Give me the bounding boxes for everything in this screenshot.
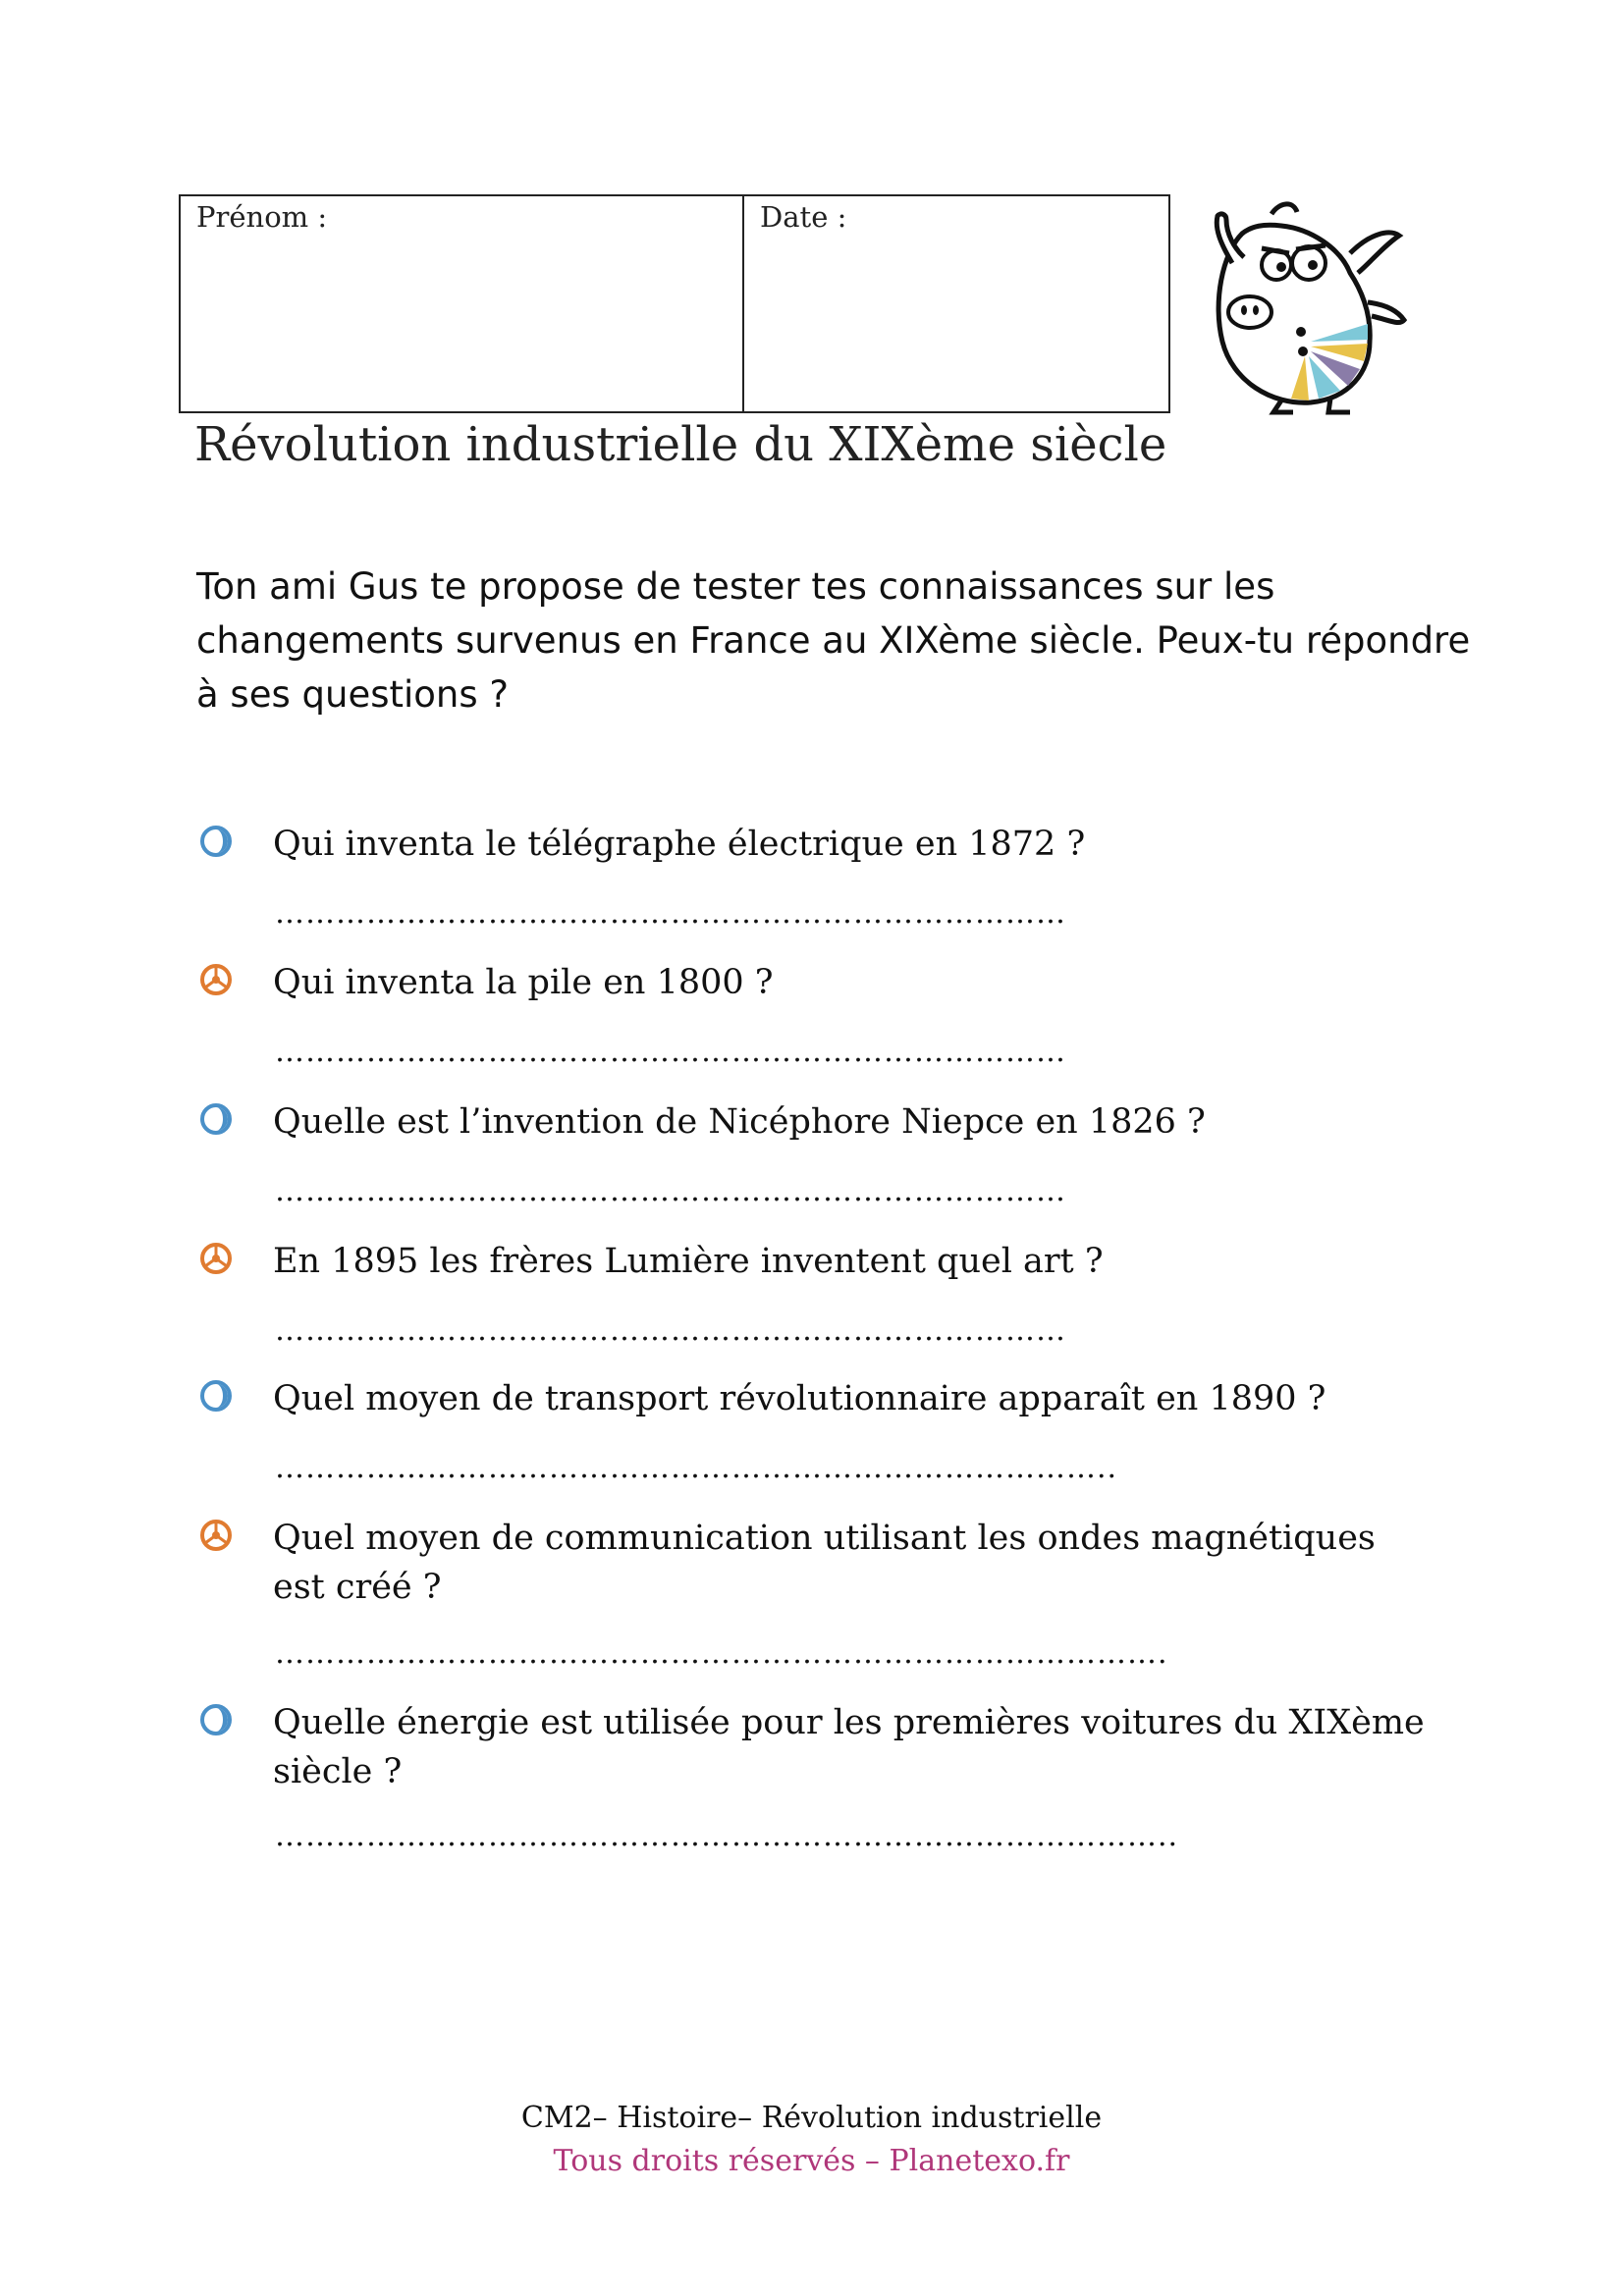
date-label: Date : [760,200,847,234]
blue-ring-icon [199,1102,233,1136]
question-text: Qui inventa la pile en 1800 ? [273,963,774,1002]
student-info-box [179,194,1170,413]
answer-line[interactable]: ……………………………………………………………………….. [275,1451,1118,1485]
question-text: Qui inventa le télégraphe électrique en 1872 ? [273,825,1086,864]
gus-mascot-icon [1203,194,1414,415]
name-field[interactable] [181,196,744,411]
footer-title: CM2– Histoire– Révolution industrielle [520,2101,1103,2135]
name-label: Prénom : [196,200,328,234]
answer-line[interactable]: …………………………………………………………………… [275,1174,1066,1208]
orange-wheel-icon [199,1242,233,1275]
answer-line[interactable]: …………………………………………………………………… [275,1313,1066,1348]
intro-text: Ton ami Gus te propose de tester tes connaissances sur les changements survenus en France au XIXème siècle. Peux-tu répondre à ses questions ? [196,565,1471,716]
question-text: Quel moyen de transport révolutionnaire apparaît en 1890 ? [273,1379,1326,1418]
footer-copyright: Tous droits réservés – Planetexo.fr [553,2144,1070,2178]
question-text: Quelle énergie est utilisée pour les premières voitures du XIXème siècle ? [273,1703,1425,1791]
answer-line[interactable]: …………………………………………………………………… [275,1035,1066,1069]
answer-line[interactable]: ……………………………………………………………………………. [275,1636,1168,1671]
date-field[interactable] [744,196,1168,411]
answer-line[interactable]: …………………………………………………………………… [275,896,1066,931]
blue-ring-icon [199,1703,233,1736]
question-text: En 1895 les frères Lumière inventent quel art ? [273,1242,1104,1281]
page-title: Révolution industrielle du XIXème siècle [194,417,1167,472]
answer-line[interactable]: …………………………………………………………………………….. [275,1819,1179,1853]
blue-ring-icon [199,1379,233,1413]
orange-wheel-icon [199,1519,233,1552]
question-text: Quelle est l’invention de Nicéphore Niepce en 1826 ? [273,1102,1206,1142]
question-text: Quel moyen de communication utilisant les ondes magnétiques est créé ? [273,1519,1376,1607]
orange-wheel-icon [199,963,233,996]
blue-ring-icon [199,825,233,858]
